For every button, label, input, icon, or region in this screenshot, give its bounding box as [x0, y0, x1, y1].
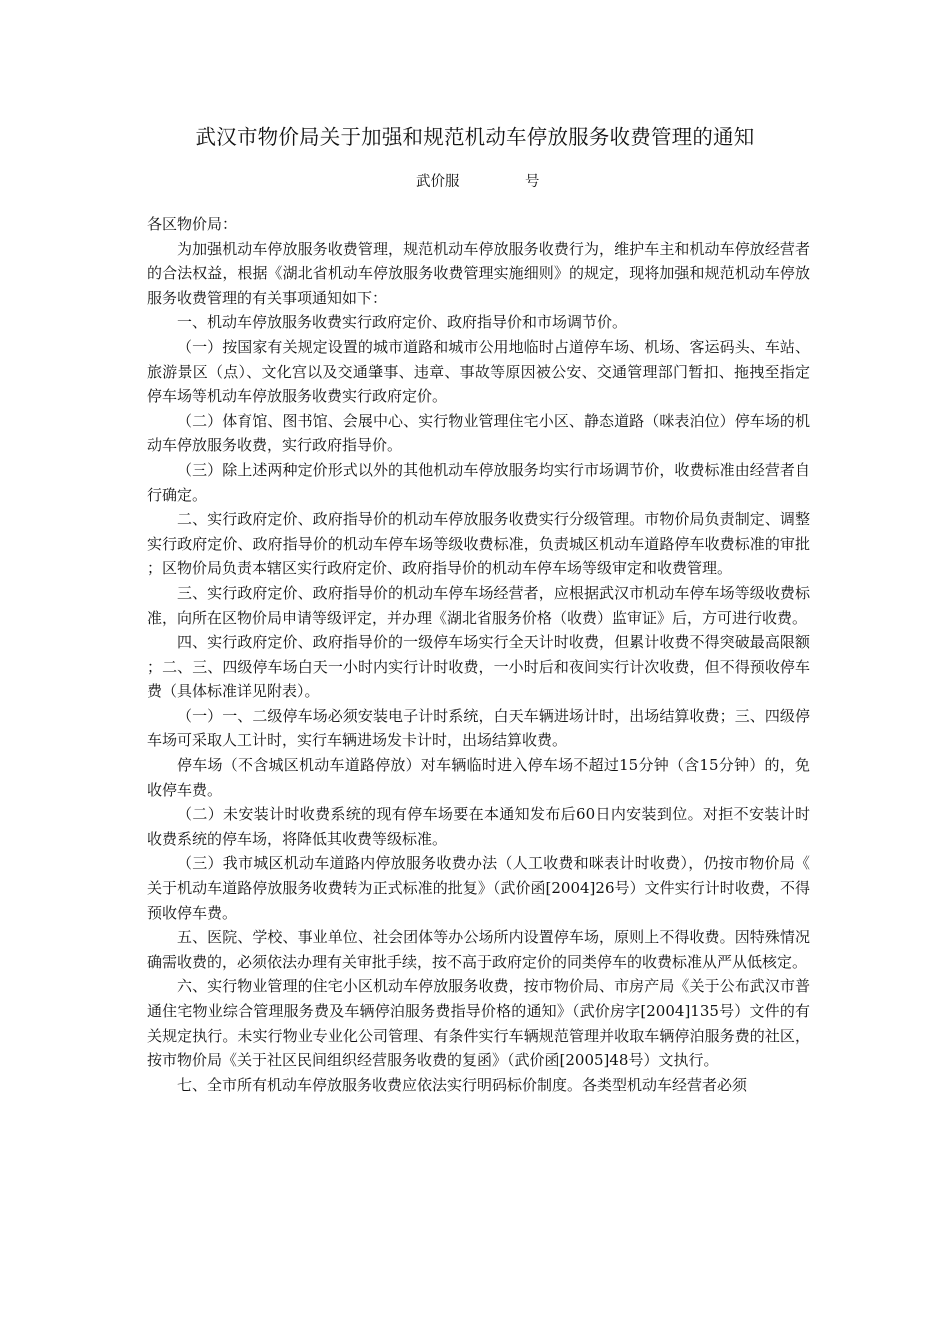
document-number-prefix: 武价服 — [416, 174, 460, 190]
paragraph-section-7: 七、全市所有机动车停放服务收费应依法实行明码标价制度。各类型机动车经营者必须 — [177, 1075, 748, 1094]
document-body — [147, 212, 810, 1097]
paragraph-section-1-item-1: （一）按国家有关规定设置的城市道路和城市公用地临时占道停车场、机场、客运码头、车站、旅游景区（点）、文化宫以及交通肇事、违章、事故等原因被公安、交通管理部门暂扣、拖拽至指定停车场等机动车停放服务收费实行政府定价。 — [147, 337, 810, 406]
paragraph-section-6: 六、实行物业管理的住宅小区机动车停放服务收费，按市物价局、市房产局《关于公布武汉市普通住宅物业综合管理服务费及车辆停泊服务费指导价格的通知》（武价房字[2004]135号）文件的有关规定执行。未实行物业专业化公司管理、有条件实行车辆规范管理并收取车辆停泊服务费的社区，按市物价局《关于社区民间组织经营服务收费的复函》（武价函[2005]48号）文执行。 — [147, 977, 810, 1070]
paragraph-section-4-item-3: （三）我市城区机动车道路内停放服务收费办法（人工收费和咪表计时收费），仍按市物价局《关于机动车道路停放服务收费转为正式标准的批复》（武价函[2004]26号）文件实行计时收费，不得预收停车费。 — [147, 854, 810, 922]
salutation: 各区物价局： — [147, 215, 238, 233]
document-number-suffix: 号 — [525, 174, 540, 190]
paragraph-section-4-free-period: 停车场（不含城区机动车道路停放）对车辆临时进入停车场不超过15分钟（含15分钟）的，免收停车费。 — [147, 756, 810, 799]
paragraph-section-1-item-3: （三）除上述两种定价形式以外的其他机动车停放服务均实行市场调节价，收费标准由经营者自行确定。 — [147, 460, 810, 504]
paragraph-section-4: 四、实行政府定价、政府指导价的一级停车场实行全天计时收费，但累计收费不得突破最高限额；二、三、四级停车场白天一小时内实行计时收费，一小时后和夜间实行计次收费，但不得预收停车费（具体标准详见附表）。 — [147, 633, 810, 701]
document-number — [0, 171, 950, 193]
paragraph-section-3: 三、实行政府定价、政府指导价的机动车停车场经营者，应根据武汉市机动车停车场等级收费标准，向所在区物价局申请等级评定，并办理《湖北省服务价格（收费）监审证》后，方可进行收费。 — [147, 583, 810, 627]
paragraph-section-1: 一、机动车停放服务收费实行政府定价、政府指导价和市场调节价。 — [177, 313, 628, 332]
paragraph-section-2: 二、实行政府定价、政府指导价的机动车停放服务收费实行分级管理。市物价局负责制定、调整实行政府定价、政府指导价的机动车停车场等级收费标准，负责城区机动车道路停车收费标准的审批；区物价局负责本辖区实行政府定价、政府指导价的机动车停车场等级审定和收费管理。 — [147, 510, 810, 578]
paragraph-section-4-item-1: （一）一、二级停车场必须安装电子计时系统，白天车辆进场计时，出场结算收费；三、四级停车场可采取人工计时，实行车辆进场发卡计时，出场结算收费。 — [147, 706, 810, 750]
paragraph-section-5: 五、医院、学校、事业单位、社会团体等办公场所内设置停车场，原则上不得收费。因特殊情况确需收费的，必须依法办理有关审批手续，按不高于政府定价的同类停车的收费标准从严从低核定。 — [147, 928, 810, 971]
document-title: 武汉市物价局关于加强和规范机动车停放服务收费管理的通知 — [195, 125, 755, 149]
paragraph-intro: 为加强机动车停放服务收费管理，规范机动车停放服务收费行为，维护车主和机动车停放经营者的合法权益，根据《湖北省机动车停放服务收费管理实施细则》的规定，现将加强和规范机动车停放服务收费管理的有关事项通知如下： — [147, 239, 810, 307]
paragraph-section-1-item-2: （二）体育馆、图书馆、会展中心、实行物业管理住宅小区、静态道路（咪表泊位）停车场的机动车停放服务收费，实行政府指导价。 — [147, 411, 810, 455]
paragraph-section-4-item-2: （二）未安装计时收费系统的现有停车场要在本通知发布后60日内安装到位。对拒不安装计时收费系统的停车场，将降低其收费等级标准。 — [147, 805, 810, 848]
